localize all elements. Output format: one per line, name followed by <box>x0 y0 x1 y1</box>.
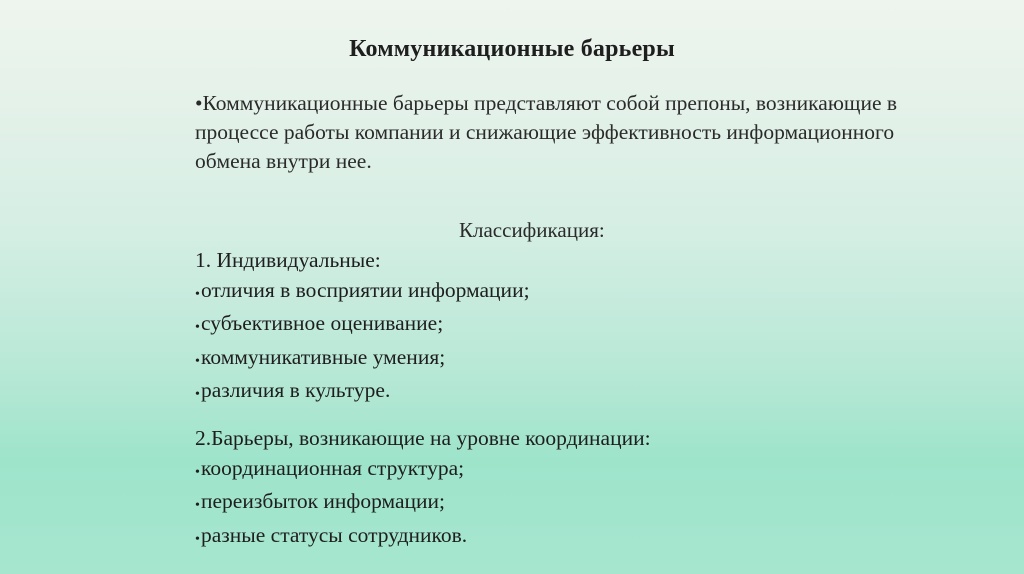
list-item-text: различия в культуре. <box>201 378 391 402</box>
list-item-text: отличия в восприятии информации; <box>201 277 530 302</box>
list-item-text: коммуникативные умения; <box>201 344 446 369</box>
intro-paragraph: •Коммуникационные барьеры представляют собой препоны, возникающие в процессе работы компании и снижающие эффективность информационного обмена внутри нее. <box>195 91 898 173</box>
list-item <box>195 376 530 410</box>
bullet-icon: • <box>195 320 200 335</box>
bullet-icon: • <box>195 353 200 369</box>
list-item-text: координационная структура; <box>201 455 465 480</box>
list-item <box>195 454 651 488</box>
list-item <box>195 276 530 310</box>
group-items-list <box>195 276 530 410</box>
list-item-text: переизбыток информации; <box>201 489 446 513</box>
group-individual <box>195 246 530 410</box>
list-item <box>195 309 530 343</box>
list-item <box>195 521 651 555</box>
group-title: 2.Барьеры, возникающие на уровне координации: <box>195 426 651 450</box>
bullet-icon: • <box>195 387 200 402</box>
group-items-list <box>195 454 651 555</box>
bullet-icon: • <box>195 464 200 480</box>
bullet-icon: • <box>195 286 200 302</box>
intro-paragraph-block <box>195 89 915 176</box>
bullet-icon: • <box>195 498 200 513</box>
list-item <box>195 487 651 521</box>
group-coordination <box>195 424 651 554</box>
list-item <box>195 343 530 377</box>
bullet-icon: • <box>195 531 200 547</box>
list-item-text: разные статусы сотрудников. <box>201 522 468 547</box>
list-item-text: субъективное оценивание; <box>201 311 444 335</box>
classification-heading: Классификация: <box>459 218 605 242</box>
slide-title: Коммуникационные барьеры <box>349 36 675 62</box>
group-title: 1. Индивидуальные: <box>195 248 381 272</box>
